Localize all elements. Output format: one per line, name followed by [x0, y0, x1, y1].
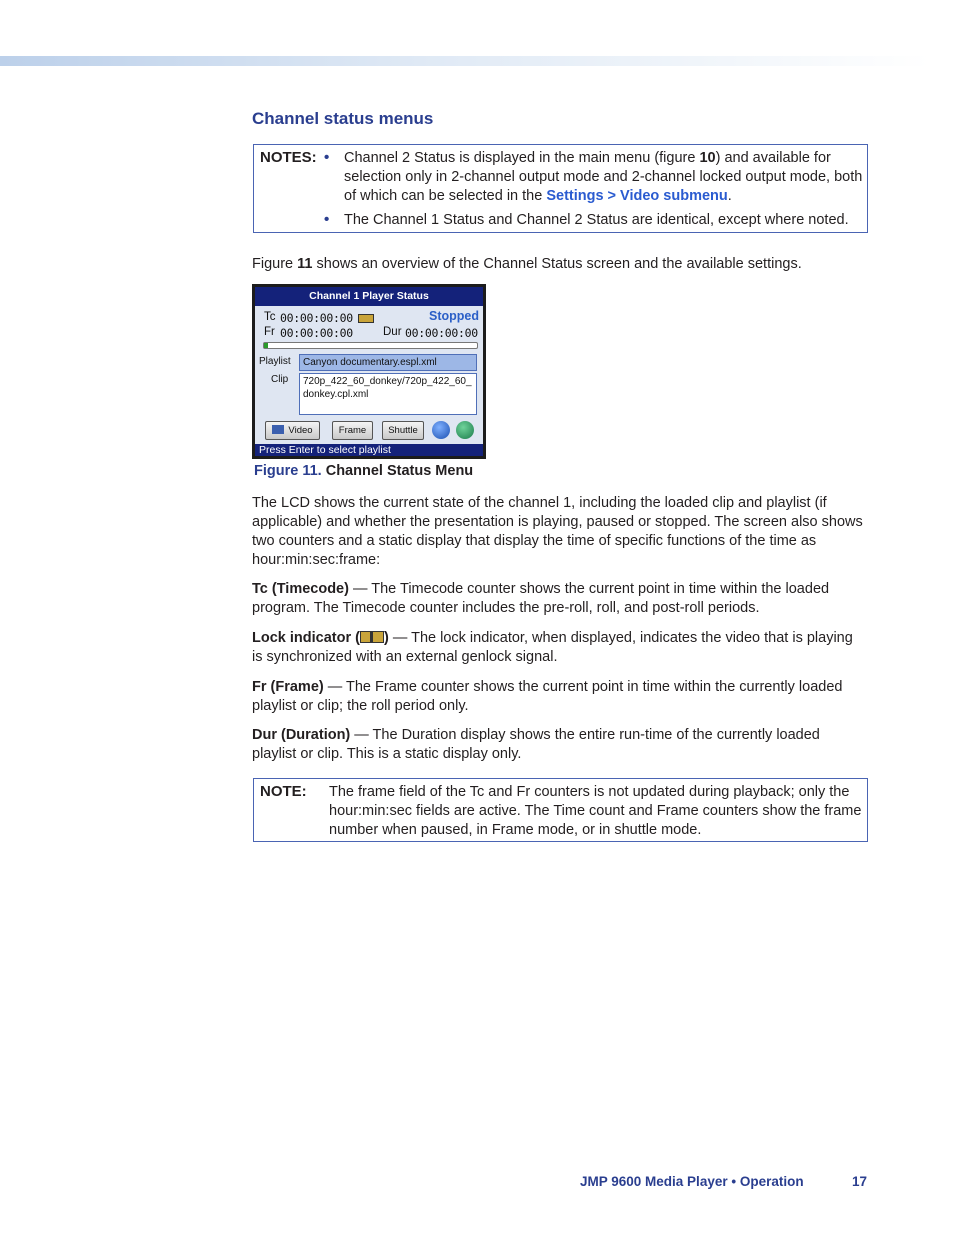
term-lock-close: )	[383, 630, 389, 646]
tc-value: 00:00:00:00	[280, 311, 353, 325]
paragraph-frame	[252, 678, 864, 716]
paragraph-timecode	[252, 580, 864, 618]
header-bar	[0, 56, 930, 66]
playlist-label: Playlist	[259, 356, 291, 367]
paragraph-lock	[252, 629, 864, 667]
term-timecode: Tc (Timecode)	[252, 581, 349, 597]
monitor-icon	[272, 425, 284, 434]
intro-paragraph	[252, 255, 864, 274]
note-box	[253, 778, 868, 842]
fr-label: Fr	[264, 326, 275, 338]
note-bullet-1	[344, 149, 864, 206]
video-button-label: Video	[288, 425, 313, 436]
paragraph-duration	[252, 726, 864, 764]
settings-video-link[interactable]: Settings > Video submenu	[546, 188, 728, 204]
page-number: 17	[852, 1174, 868, 1189]
clip-line-2: donkey.cpl.xml	[303, 389, 369, 400]
frame-button[interactable]: Frame	[332, 421, 373, 440]
figure-number: Figure 11.	[254, 463, 322, 479]
intro-text: shows an overview of the Channel Status screen and the available settings.	[312, 256, 802, 272]
section-title: Channel status menus	[252, 109, 434, 128]
figure-ref: 10	[699, 150, 716, 166]
definition-text: — The lock indicator, when displayed, indicates the video that is playing is synchronized with an external genlock signal.	[252, 630, 853, 665]
figure-title: Channel Status Menu	[321, 463, 474, 479]
note-text: .	[727, 188, 732, 204]
definition-text: — The Duration display shows the entire run-time of the currently loaded playlist or clip. This is a static display only.	[252, 727, 820, 762]
note-label: NOTE:	[260, 783, 307, 800]
lock-icon	[358, 314, 374, 323]
paragraph-lcd: The LCD shows the current state of the channel 1, including the loaded clip and playlist (if applicable) and whether the presentation is playing, paused or stopped. The screen also shows two counters and a static display that display the time of specific functions of the time as hour:min:sec:frame:	[252, 495, 863, 568]
definition-text: — The Timecode counter shows the current point in time within the loaded program. The Timecode counter includes the pre-roll, roll, and post-roll periods.	[252, 581, 830, 616]
tc-label: Tc	[264, 311, 276, 323]
notes-label: NOTES:	[260, 149, 317, 166]
clip-line-1: 720p_422_60_donkey/720p_422_60_	[303, 376, 472, 387]
playback-state: Stopped	[429, 309, 479, 323]
notes-box	[253, 144, 868, 233]
definition-text: — The Frame counter shows the current point in time within the currently loaded playlist or clip; the roll period only.	[252, 679, 843, 714]
lcd-title: Channel 1 Player Status	[255, 287, 483, 306]
bullet-icon: •	[324, 211, 330, 228]
figure-ref: 11	[297, 256, 313, 272]
lcd-screen	[252, 284, 486, 459]
note-text: ) and available for selection only in 2-channel output mode and 2-channel locked output mode, both of which can be selected in the	[344, 150, 863, 204]
dur-label: Dur	[383, 326, 402, 338]
term-lock: Lock indicator (	[252, 630, 360, 646]
clip-field[interactable]	[299, 373, 477, 415]
term-duration: Dur (Duration)	[252, 727, 351, 743]
playlist-field[interactable]: Canyon documentary.espl.xml	[299, 354, 477, 371]
progress-bar	[263, 342, 478, 349]
video-button[interactable]	[265, 421, 320, 440]
figure-caption	[254, 463, 473, 479]
term-frame: Fr (Frame)	[252, 679, 324, 695]
fr-value: 00:00:00:00	[280, 326, 353, 340]
intro-text: Figure	[252, 256, 298, 272]
play-icon[interactable]	[432, 421, 450, 439]
speaker-icon[interactable]	[456, 421, 474, 439]
lock-indicator-icon	[360, 631, 384, 643]
shuttle-button[interactable]: Shuttle	[382, 421, 424, 440]
clip-label: Clip	[271, 374, 289, 385]
note-text: The frame field of the Tc and Fr counters is not updated during playback; only the hour:min:sec fields are active. The Time count and Frame counters show the frame number when paused, in Frame mode, or in shuttle mode.	[329, 784, 862, 838]
dur-value: 00:00:00:00	[405, 326, 478, 340]
lcd-status-line: Press Enter to select playlist	[255, 444, 483, 456]
footer-doc-title: JMP 9600 Media Player • Operation	[580, 1174, 804, 1189]
lcd-display	[255, 287, 483, 456]
note-text: Channel 2 Status is displayed in the main menu (figure	[344, 150, 700, 166]
progress-fill	[264, 343, 268, 348]
bullet-icon: •	[324, 149, 330, 166]
note-bullet-2: The Channel 1 Status and Channel 2 Status are identical, except where noted.	[344, 212, 849, 228]
